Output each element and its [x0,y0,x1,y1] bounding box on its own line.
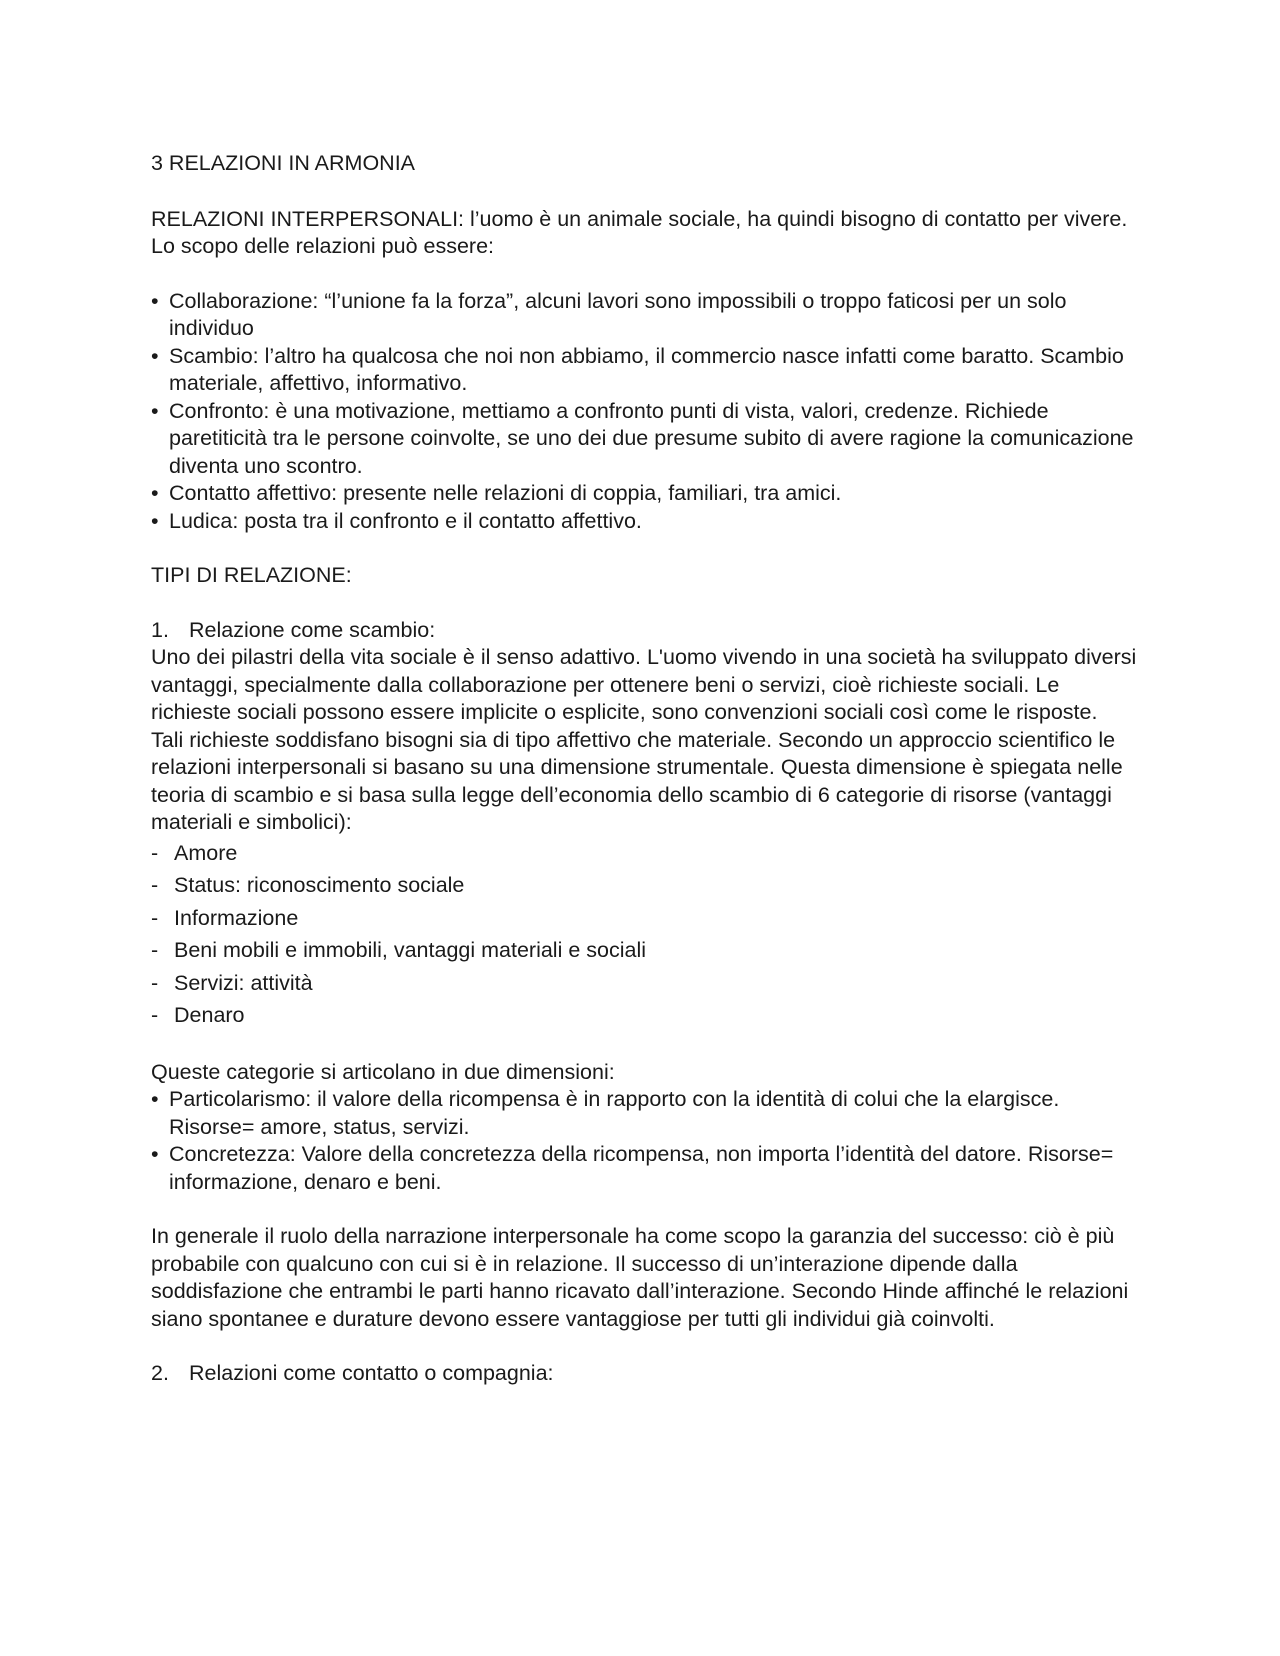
purpose-item: • Collaborazione: “l’unione fa la forza”, alcuni lavori sono impossibili o troppo faticosi per un solo individuo [151,288,1141,343]
section-2-heading [151,1360,1141,1388]
dimension-item: • Particolarismo: il valore della ricompensa è in rapporto con la identità di colui che la elargisce. Risorse= amore, status, servizi. [151,1086,1141,1141]
section-2-title: Relazioni come contatto o compagnia: [189,1361,554,1385]
types-heading: TIPI DI RELAZIONE: [151,563,352,587]
conclusion-paragraph: In generale il ruolo della narrazione interpersonale ha come scopo la garanzia del successo: ciò è più probabile con qualcuno con cui si è in relazione. Il successo di un’interazione dipende dalla soddisfazione che entrambi le parti hanno ricavato dall’interazione. Secondo Hinde affinché le relazioni siano spontanee e durature devono essere vantaggiose per tutti gli individui già coinvolti. [151,1224,1129,1331]
purpose-item: • Confronto: è una motivazione, mettiamo a confronto punti di vista, valori, credenze. Richiede paretiticità tra le persone coinvolte, se uno dei due presume subito di avere ragione la comunicazione diventa uno scontro. [151,398,1141,481]
resource-list [151,837,1141,1032]
spacer [151,1196,1141,1223]
section-1-number: 1. [151,617,169,642]
resource-item: - Amore [151,837,1141,870]
resource-item: - Beni mobili e immobili, vantaggi materiali e sociali [151,934,1141,967]
dimension-item: • Concretezza: Valore della concretezza della ricompensa, non importa l’identità del datore. Risorse= informazione, denaro e beni. [151,1141,1141,1196]
resource-item: - Status: riconoscimento sociale [151,869,1141,902]
section-2-number: 2. [151,1361,169,1385]
spacer [151,1333,1141,1360]
section-1-paragraph: Tali richieste soddisfano bisogni sia di tipo affettivo che materiale. Secondo un approccio scientifico le relazioni interpersonali si basano su una dimensione strumentale. Questa dimensione è spiegata nelle teoria di scambio e si basa sulla legge dell’economia dello scambio di 6 categorie di risorse (vantaggi materiali e simbolici): [151,727,1123,834]
intro-paragraph: RELAZIONI INTERPERSONALI: l’uomo è un animale sociale, ha quindi bisogno di contatto per vivere. Lo scopo delle relazioni può essere: [151,206,1128,258]
section-1-heading [151,617,1141,645]
spacer [151,1032,1141,1059]
dimension-list [151,1086,1141,1196]
dimensions-intro: Queste categorie si articolano in due dimensioni: [151,1059,615,1084]
spacer [151,590,1141,617]
resource-item: - Denaro [151,999,1141,1032]
purpose-list [151,288,1141,536]
spacer [151,261,1141,288]
section-1-paragraph: Uno dei pilastri della vita sociale è il senso adattivo. L'uomo vivendo in una società ha sviluppato diversi vantaggi, specialmente dalla collaborazione per ottenere beni o servizi, cioè richieste sociali. Le richieste sociali possono essere implicite o esplicite, sono convenzioni sociali così come le risposte. [151,645,1137,724]
section-1-title: Relazione come scambio: [189,617,436,642]
purpose-item: • Contatto affettivo: presente nelle relazioni di coppia, familiari, tra amici. [151,480,1141,508]
resource-item: - Informazione [151,902,1141,935]
purpose-item: • Ludica: posta tra il confronto e il contatto affettivo. [151,508,1141,536]
purpose-item: • Scambio: l’altro ha qualcosa che noi non abbiamo, il commercio nasce infatti come baratto. Scambio materiale, affettivo, informativo. [151,343,1141,398]
document-page [151,150,1141,1388]
resource-item: - Servizi: attività [151,967,1141,1000]
spacer [151,535,1141,562]
document-title: 3 RELAZIONI IN ARMONIA [151,151,416,175]
